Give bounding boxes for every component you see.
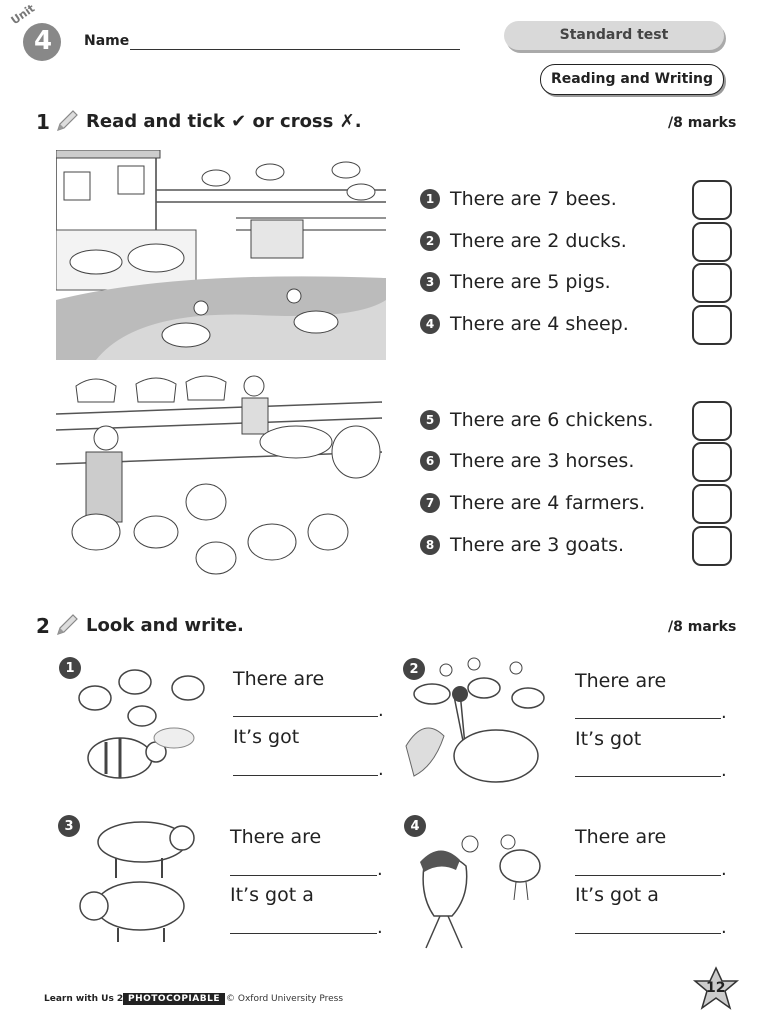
number-badge: 1	[420, 189, 440, 209]
number-badge: 5	[420, 410, 440, 430]
period: .	[378, 700, 384, 721]
item-4-answer-2[interactable]	[575, 933, 721, 934]
tick-box-3[interactable]	[692, 263, 732, 303]
item-4-line2: It’s got a	[575, 884, 659, 906]
pencil-icon	[54, 108, 80, 134]
period: .	[377, 859, 383, 880]
period: .	[721, 917, 727, 938]
period: .	[377, 917, 383, 938]
tick-box-4[interactable]	[692, 305, 732, 345]
footer-brand: Learn with Us 2	[44, 994, 124, 1004]
number-badge: 2	[420, 231, 440, 251]
item-3-answer-2[interactable]	[230, 933, 377, 934]
item-2-line2: It’s got	[575, 728, 642, 750]
tick-box-2[interactable]	[692, 222, 732, 262]
bees-image	[70, 658, 212, 788]
item-4-line1: There are	[575, 826, 667, 848]
section-2-title: Look and write.	[86, 615, 244, 636]
section-2-marks: /8 marks	[668, 619, 737, 635]
item-2-line1: There are	[575, 670, 667, 692]
statement-5	[420, 407, 654, 433]
name-label: Name	[84, 33, 130, 49]
item-4-number: 4	[404, 815, 426, 837]
period: .	[721, 702, 727, 723]
skill-badge: Reading and Writing	[540, 64, 724, 95]
tick-box-8[interactable]	[692, 526, 732, 566]
farm-scene-ducks-pigs-image	[56, 150, 386, 360]
unit-number: 4	[34, 26, 53, 56]
roosters-image	[400, 826, 550, 952]
page-number-star	[692, 966, 740, 1012]
unit-word: Unit	[8, 1, 38, 28]
pencil-icon	[54, 612, 80, 638]
statement-1	[420, 186, 617, 212]
statement-2	[420, 228, 627, 254]
ducks-image	[404, 656, 554, 790]
statement-6	[420, 448, 634, 474]
page-number: 12	[706, 980, 726, 996]
copyright-text: © Oxford University Press	[226, 994, 344, 1004]
statement-text: There are 3 goats.	[450, 534, 625, 556]
period: .	[721, 859, 727, 880]
tick-box-6[interactable]	[692, 442, 732, 482]
statement-3	[420, 269, 611, 295]
item-1-answer-2[interactable]	[233, 775, 378, 776]
statement-text: There are 3 horses.	[450, 450, 635, 472]
section-2-number: 2	[36, 614, 50, 638]
pigs-image	[70, 816, 210, 948]
statement-text: There are 5 pigs.	[450, 271, 611, 293]
item-3-line2: It’s got a	[230, 884, 314, 906]
item-3-line1: There are	[230, 826, 322, 848]
number-badge: 4	[420, 314, 440, 334]
item-4-answer-1[interactable]	[575, 875, 721, 876]
number-badge: 3	[420, 272, 440, 292]
statement-text: There are 6 chickens.	[450, 409, 654, 431]
tick-box-7[interactable]	[692, 484, 732, 524]
item-2-number: 2	[403, 658, 425, 680]
name-input-line[interactable]	[130, 49, 460, 50]
item-1-line1: There are	[233, 668, 325, 690]
period: .	[721, 760, 727, 781]
section-1-marks: /8 marks	[668, 115, 737, 131]
tick-box-5[interactable]	[692, 401, 732, 441]
item-2-answer-2[interactable]	[575, 776, 721, 777]
statement-8	[420, 532, 624, 558]
section-1-title: Read and tick ✔ or cross ✗.	[86, 111, 362, 132]
farm-scene-chickens-horses-image	[56, 372, 382, 582]
section-1-number: 1	[36, 110, 50, 134]
item-3-answer-1[interactable]	[230, 875, 377, 876]
statement-text: There are 4 sheep.	[450, 313, 629, 335]
statement-4	[420, 311, 629, 337]
item-1-line2: It’s got	[233, 726, 300, 748]
item-1-answer-1[interactable]	[233, 716, 378, 717]
statement-7	[420, 490, 645, 516]
statement-text: There are 2 ducks.	[450, 230, 627, 252]
photocopiable-badge: PHOTOCOPIABLE	[123, 993, 225, 1005]
test-type-badge: Standard test	[504, 21, 724, 50]
period: .	[378, 759, 384, 780]
item-1-number: 1	[59, 657, 81, 679]
tick-box-1[interactable]	[692, 180, 732, 220]
item-3-number: 3	[58, 815, 80, 837]
statement-text: There are 7 bees.	[450, 188, 617, 210]
item-2-answer-1[interactable]	[575, 718, 721, 719]
unit-badge	[8, 1, 64, 62]
statement-text: There are 4 farmers.	[450, 492, 646, 514]
number-badge: 6	[420, 451, 440, 471]
number-badge: 8	[420, 535, 440, 555]
number-badge: 7	[420, 493, 440, 513]
